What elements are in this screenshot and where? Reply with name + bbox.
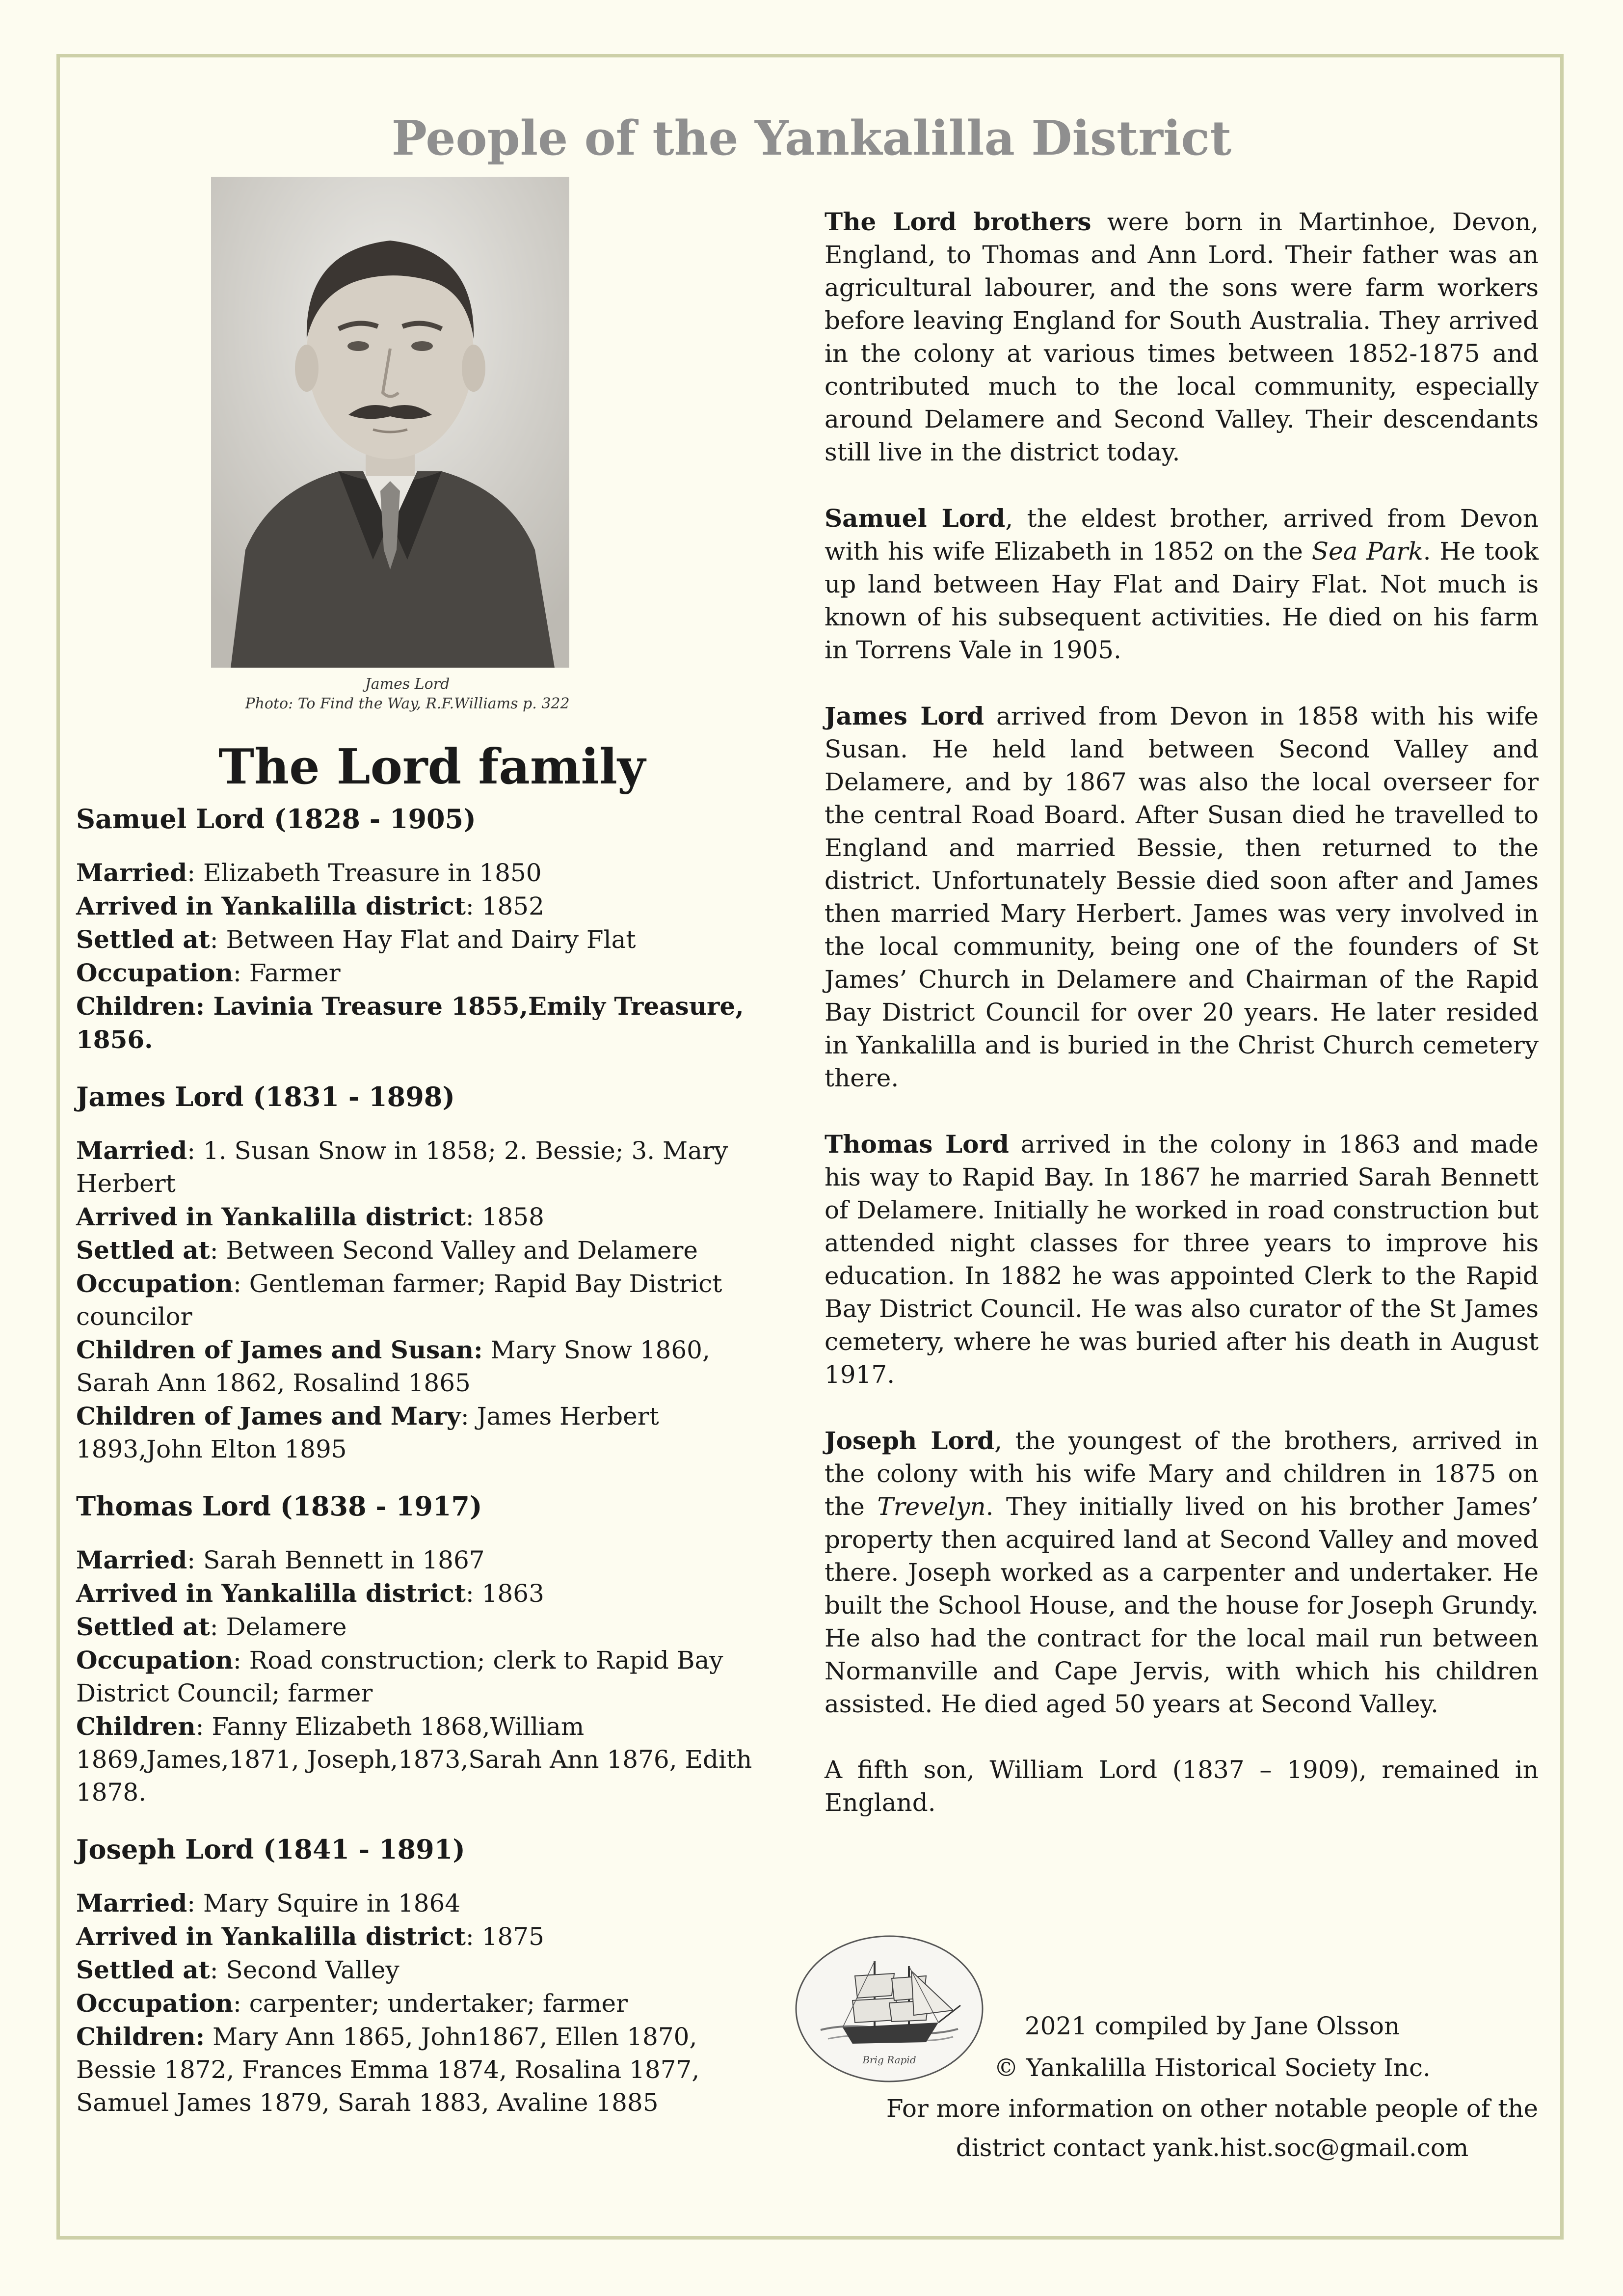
- field-arrived: Arrived in Yankalilla district: 1875: [76, 1922, 544, 1951]
- para-joseph-lord: Joseph Lord, the youngest of the brothers, arrived in the colony with his wife Mary and children in 1875 on the Trevelyn. They initially lived on his brother James’ property then acquired land at Second Valley and moved there. Joseph worked as a carpenter and undertaker. He built the School House, and the house for Joseph Grundy. He also had the contract for the local mail run between Normanville and Cape Jervis, with which his children assisted. He died aged 50 years at Second Valley.: [825, 1426, 1539, 1718]
- field-settled: Settled at: Second Valley: [76, 1955, 399, 1984]
- brothers-narrative: [825, 205, 1539, 1852]
- portrait-photo: [211, 177, 569, 668]
- field-occupation: Occupation: carpenter; undertaker; farmer: [76, 1989, 628, 2018]
- field-married: Married: Sarah Bennett in 1867: [76, 1545, 485, 1574]
- footer-more-info-1: For more information on other notable people of the: [886, 2094, 1539, 2123]
- portrait-caption: [211, 675, 604, 714]
- para-james-lord: James Lord arrived from Devon in 1858 with his wife Susan. He held land between Second Valley and Delamere, and by 1867 was also the local overseer for the central Road Board. After Susan died he travelled to England and married Bessie, then returned to the district. Unfortunately Bessie died soon after and James then married Mary Herbert. James was very involved in the local community, being one of the founders of St James’ Church in Delamere and Chairman of the Rapid Bay District Council for over 20 years. He later resided in Yankalilla and is buried in the Christ Church cemetery there.: [825, 702, 1539, 1092]
- person-heading: James Lord (1831 - 1898): [76, 1081, 455, 1112]
- field-arrived: Arrived in Yankalilla district: 1858: [76, 1202, 544, 1231]
- field-children-susan: Children of James and Susan: Mary Snow 1860, Sarah Ann 1862, Rosalind 1865: [76, 1335, 710, 1397]
- field-children: Children: Fanny Elizabeth 1868,William 1869,James,1871, Joseph,1873,Sarah Ann 1876, Edith 1878.: [76, 1712, 752, 1807]
- field-arrived: Arrived in Yankalilla district: 1863: [76, 1579, 544, 1608]
- field-children: Children: Mary Ann 1865, John1867, Ellen 1870, Bessie 1872, Frances Emma 1874, Rosalina 1877, Samuel James 1879, Sarah 1883, Avaline 1885: [76, 2022, 700, 2117]
- caption-name: James Lord: [365, 675, 450, 693]
- person-heading: Thomas Lord (1838 - 1917): [76, 1490, 482, 1522]
- para-lord-brothers: The Lord brothers were born in Martinhoe, Devon, England, to Thomas and Ann Lord. Their father was an agricultural labourer, and the sons were farm workers before leaving England for South Australia. They arrived in the colony at various times between 1852-1875 and contributed much to the local community, especially around Delamere and Second Valley. Their descendants still live in the district today.: [825, 207, 1539, 466]
- footer-compiled: 2021 compiled by Jane Olsson: [1024, 2012, 1400, 2040]
- family-heading: The Lord family: [218, 739, 645, 795]
- field-settled: Settled at: Delamere: [76, 1612, 347, 1641]
- caption-source: Photo: To Find the Way, R.F.Williams p. 322: [245, 695, 570, 712]
- person-james-lord: [76, 1079, 773, 1466]
- field-occupation: Occupation: Farmer: [76, 958, 341, 987]
- ship-name-label: Brig Rapid: [862, 2054, 916, 2066]
- para-william-lord: A fifth son, William Lord (1837 – 1909), remained in England.: [825, 1756, 1539, 1817]
- field-married: Married: Elizabeth Treasure in 1850: [76, 858, 542, 887]
- person-samuel-lord: [76, 801, 773, 1056]
- page-title: People of the Yankalilla District: [391, 110, 1232, 166]
- field-children: Children: Lavinia Treasure 1855,Emily Treasure, 1856.: [76, 992, 744, 1054]
- footer-more-info-2: district contact yank.hist.soc@gmail.com: [956, 2134, 1469, 2162]
- person-joseph-lord: [76, 1832, 773, 2119]
- person-heading: Samuel Lord (1828 - 1905): [76, 803, 476, 835]
- person-thomas-lord: [76, 1488, 773, 1809]
- field-settled: Settled at: Between Second Valley and Delamere: [76, 1236, 698, 1265]
- person-heading: Joseph Lord (1841 - 1891): [76, 1834, 465, 1865]
- family-members-column: [76, 801, 773, 2142]
- field-settled: Settled at: Between Hay Flat and Dairy Flat: [76, 925, 636, 954]
- field-occupation: Occupation: Road construction; clerk to Rapid Bay District Council; farmer: [76, 1646, 723, 1707]
- field-married: Married: 1. Susan Snow in 1858; 2. Bessie; 3. Mary Herbert: [76, 1136, 728, 1198]
- footer: [864, 2005, 1561, 2167]
- field-occupation: Occupation: Gentleman farmer; Rapid Bay District councilor: [76, 1269, 722, 1331]
- footer-copyright: © Yankalilla Historical Society Inc.: [994, 2053, 1431, 2082]
- field-children-mary: Children of James and Mary: James Herbert 1893,John Elton 1895: [76, 1402, 659, 1463]
- field-married: Married: Mary Squire in 1864: [76, 1889, 461, 1918]
- field-arrived: Arrived in Yankalilla district: 1852: [76, 891, 544, 920]
- para-thomas-lord: Thomas Lord arrived in the colony in 1863 and made his way to Rapid Bay. In 1867 he married Sarah Bennett of Delamere. Initially he worked in road construction but attended night classes for three years to improve his education. In 1882 he was appointed Clerk to the Rapid Bay District Council. He was also curator of the St James cemetery, where he was buried after his death in August 1917.: [825, 1130, 1539, 1389]
- para-samuel-lord: Samuel Lord, the eldest brother, arrived from Devon with his wife Elizabeth in 1852 on the Sea Park. He took up land between Hay Flat and Dairy Flat. Not much is known of his subsequent activities. He died on his farm in Torrens Vale in 1905.: [825, 504, 1539, 664]
